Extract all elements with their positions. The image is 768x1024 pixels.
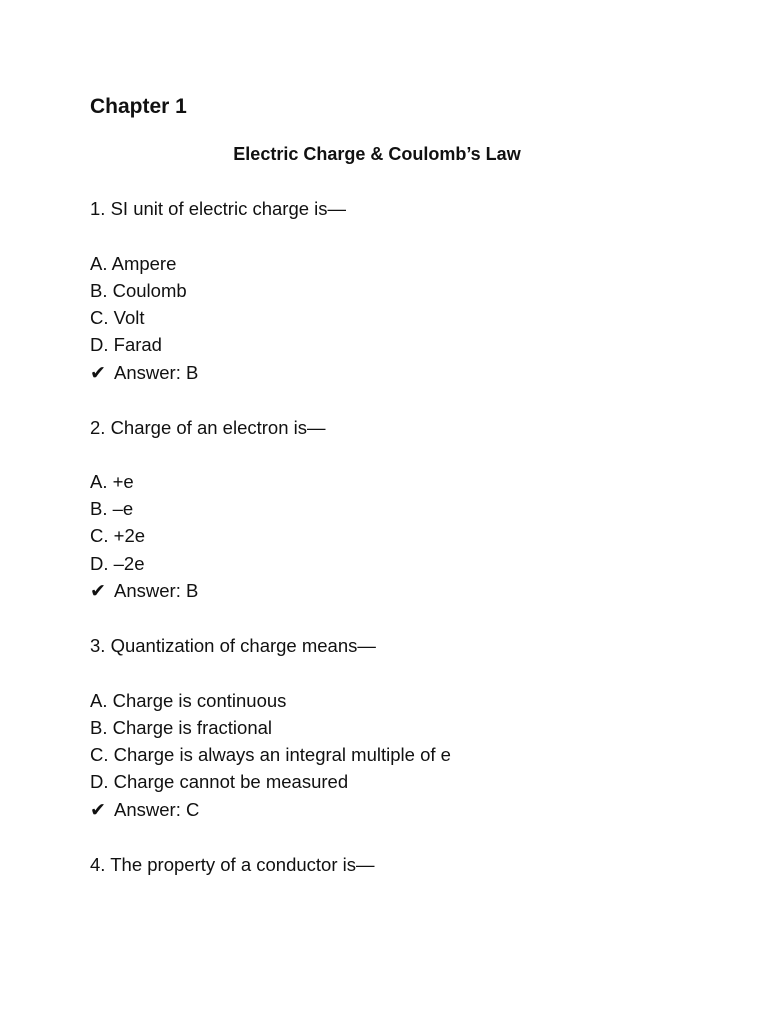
question-prompt: 2. Charge of an electron is— xyxy=(90,417,326,438)
option: A. Ampere xyxy=(90,253,177,274)
checkmark-icon: ✔ xyxy=(90,581,106,602)
answer-text: Answer: B xyxy=(114,362,199,383)
option: C. +2e xyxy=(90,525,146,546)
option: D. Farad xyxy=(90,334,162,355)
answer-line xyxy=(90,580,198,603)
question-prompt: 1. SI unit of electric charge is— xyxy=(90,198,347,219)
question-prompt: 4. The property of a conductor is— xyxy=(90,854,375,875)
chapter-title: Chapter 1 xyxy=(90,95,187,118)
question-prompt: 3. Quantization of charge means— xyxy=(90,635,376,656)
answer-line xyxy=(90,362,198,385)
section-title: Electric Charge & Coulomb’s Law xyxy=(233,144,521,164)
option: C. Volt xyxy=(90,307,145,328)
option: B. Charge is fractional xyxy=(90,717,273,738)
option: B. Coulomb xyxy=(90,280,187,301)
option: C. Charge is always an integral multiple of e xyxy=(90,744,451,765)
answer-text: Answer: B xyxy=(114,580,199,601)
answer-text: Answer: C xyxy=(114,799,200,820)
answer-line xyxy=(90,799,199,822)
option: D. –2e xyxy=(90,553,145,574)
checkmark-icon: ✔ xyxy=(90,800,106,821)
option: A. Charge is continuous xyxy=(90,690,287,711)
option: D. Charge cannot be measured xyxy=(90,771,349,792)
checkmark-icon: ✔ xyxy=(90,363,106,384)
option: B. –e xyxy=(90,498,134,519)
option: A. +e xyxy=(90,471,134,492)
